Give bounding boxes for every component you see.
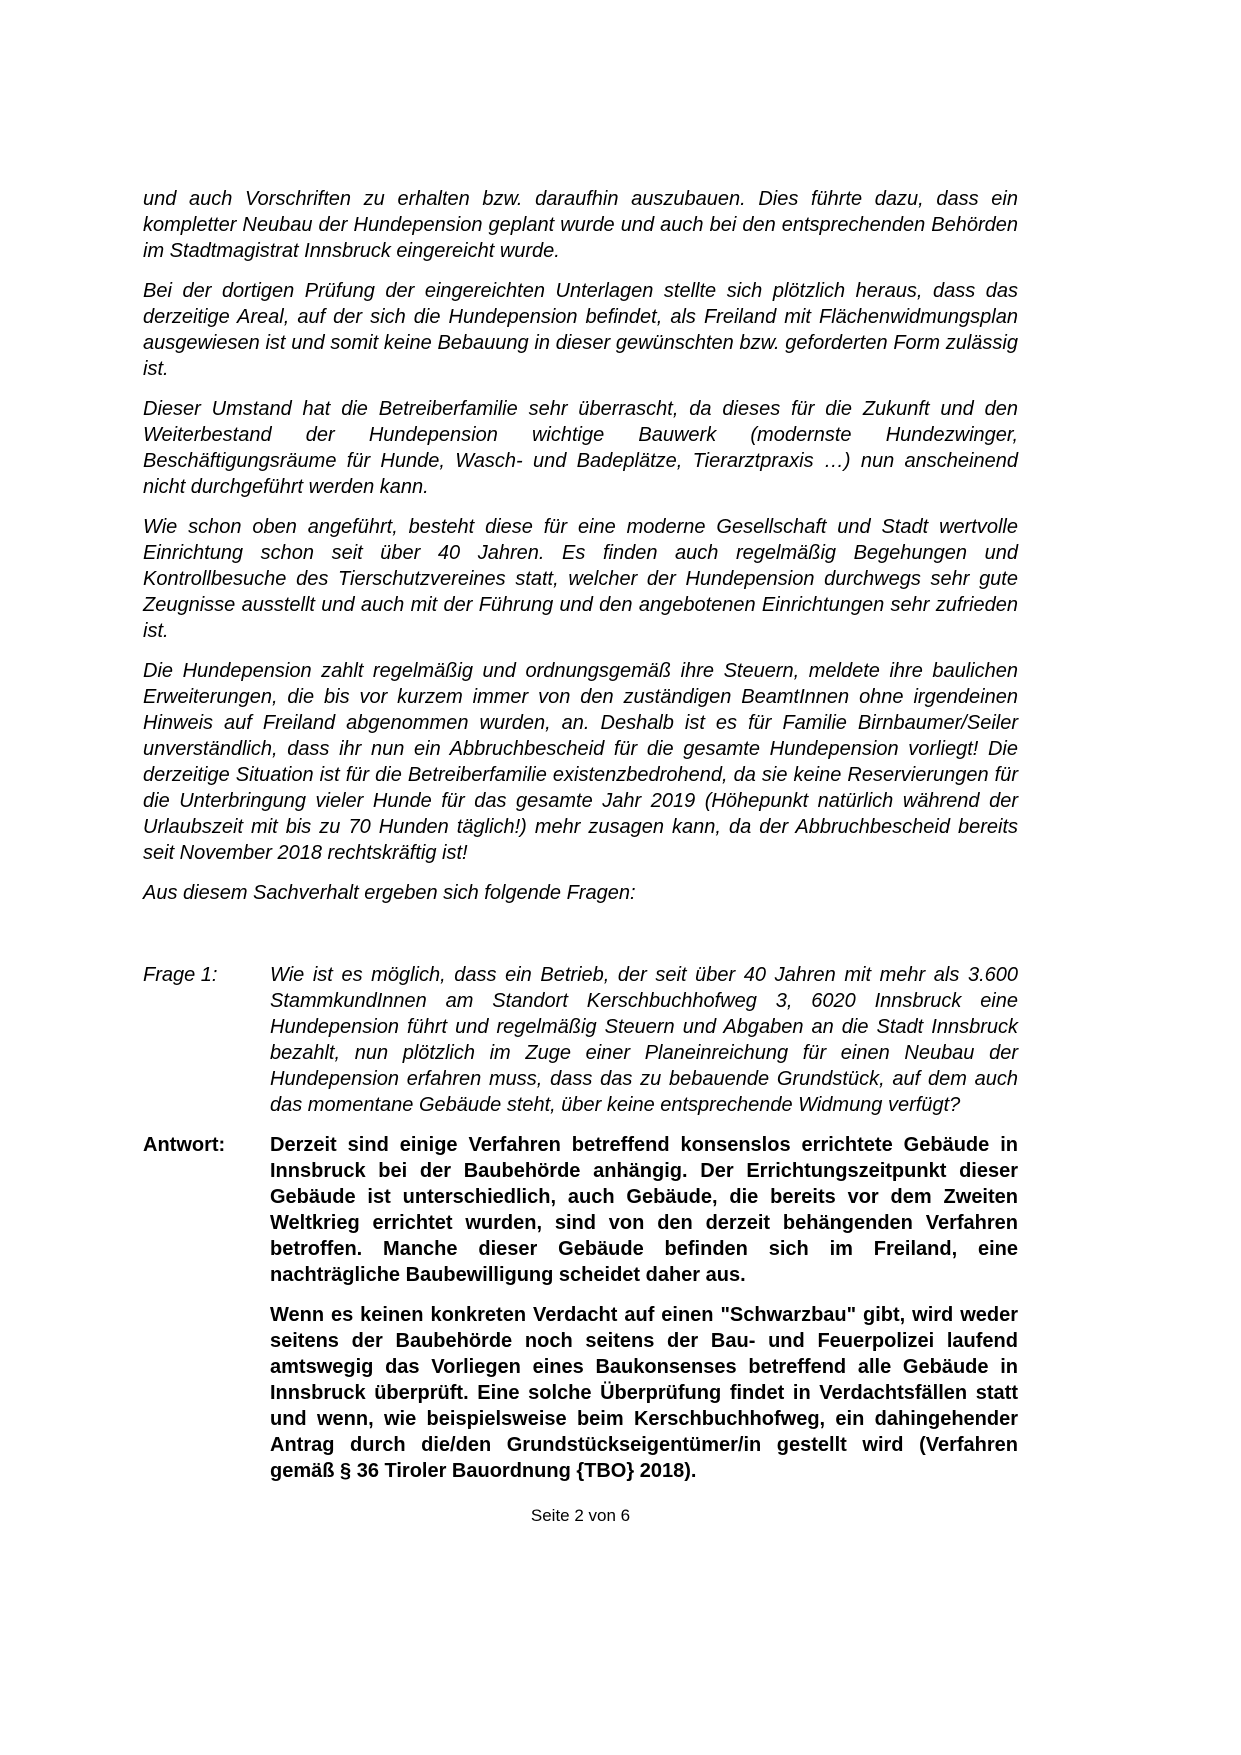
intro-paragraph-2: Bei der dortigen Prüfung der eingereichten Unterlagen stellte sich plötzlich heraus, dass das derzeitige Areal, auf der sich die Hundepension befindet, als Freiland mit Flächenwidmungsplan ausgewiesen ist und somit keine Bebauung in dieser gewünschten bzw. geforderten Form zulässig ist. — [143, 280, 1018, 380]
question-1-block — [143, 962, 1018, 1118]
answer-paragraph-2: Wenn es keinen konkreten Verdacht auf einen "Schwarzbau" gibt, wird weder seitens der Baubehörde noch seitens der Bau- und Feuerpolizei laufend amtswegig das Vorliegen eines Baukonsenses betreffend alle Gebäude in Innsbruck überprüft. Eine solche Überprüfung findet in Verdachtsfällen statt und wenn, wie beispielsweise beim Kerschbuchhofweg, ein dahingehender Antrag durch die/den Grundstückseigentümer/in gestellt wird (Verfahren gemäß § 36 Tiroler Bauordnung {TBO} 2018). — [270, 1304, 1018, 1482]
document-body — [143, 186, 1018, 1498]
question-answer-section — [143, 962, 1018, 1484]
question-1-text: Wie ist es möglich, dass ein Betrieb, der seit über 40 Jahren mit mehr als 3.600 StammkundInnen am Standort Kerschbuchhofweg 3, 6020 Innsbruck eine Hundepension führt und regelmäßig Steuern und Abgaben an die Stadt Innsbruck bezahlt, nun plötzlich im Zuge einer Planeinreichung für einen Neubau der Hundepension erfahren muss, dass das zu bebauende Grundstück, auf dem auch das momentane Gebäude steht, über keine entsprechende Widmung verfügt? — [270, 964, 1018, 1116]
answer-paragraph-1: Derzeit sind einige Verfahren betreffend konsenslos errichtete Gebäude in Innsbruck bei der Baubehörde anhängig. Der Errichtungszeitpunkt dieser Gebäude ist unterschiedlich, auch Gebäude, die bereits vor dem Zweiten Weltkrieg errichtet wurden, sind von den derzeit behängenden Verfahren betroffen. Manche dieser Gebäude befinden sich im Freiland, eine nachträgliche Baubewilligung scheidet daher aus. — [270, 1134, 1018, 1286]
answer-1-text — [270, 1132, 1018, 1484]
intro-paragraph-4: Wie schon oben angeführt, besteht diese für eine moderne Gesellschaft und Stadt wertvolle Einrichtung schon seit über 40 Jahren. Es finden auch regelmäßig Begehungen und Kontrollbesuche des Tierschutzvereines statt, welcher der Hundepension durchwegs sehr gute Zeugnisse ausstellt und auch mit der Führung und den angebotenen Einrichtungen sehr zufrieden ist. — [143, 516, 1018, 642]
intro-paragraph-3: Dieser Umstand hat die Betreiberfamilie sehr überrascht, da dieses für die Zukunft und den Weiterbestand der Hundepension wichtige Bauwerk (modernste Hundezwinger, Beschäftigungsräume für Hunde, Wasch- und Badeplätze, Tierarztpraxis …) nun anscheinend nicht durchgeführt werden kann. — [143, 398, 1018, 498]
page-footer: Seite 2 von 6 — [530, 1506, 631, 1525]
intro-paragraph-6: Aus diesem Sachverhalt ergeben sich folgende Fragen: — [143, 882, 636, 904]
intro-paragraph-1: und auch Vorschriften zu erhalten bzw. daraufhin auszubauen. Dies führte dazu, dass ein kompletter Neubau der Hundepension geplant wurde und auch bei den entsprechenden Behörden im Stadtmagistrat Innsbruck eingereicht wurde. — [143, 188, 1018, 262]
answer-1-block — [143, 1132, 1018, 1484]
answer-1-label: Antwort: — [143, 1134, 226, 1156]
intro-paragraph-5: Die Hundepension zahlt regelmäßig und ordnungsgemäß ihre Steuern, meldete ihre baulichen Erweiterungen, die bis vor kurzem immer von den zuständigen BeamtInnen ohne irgendeinen Hinweis auf Freiland abgenommen wurden, an. Deshalb ist es für Familie Birnbaumer/Seiler unverständlich, dass ihr nun ein Abbruchbescheid für die gesamte Hundepension vorliegt! Die derzeitige Situation ist für die Betreiberfamilie existenzbedrohend, da sie keine Reservierungen für die Unterbringung vieler Hunde für das gesamte Jahr 2019 (Höhepunkt natürlich während der Urlaubszeit mit bis zu 70 Hunden täglich!) mehr zusagen kann, da der Abbruchbescheid bereits seit November 2018 rechtskräftig ist! — [143, 660, 1018, 864]
question-1-label: Frage 1: — [143, 964, 218, 986]
